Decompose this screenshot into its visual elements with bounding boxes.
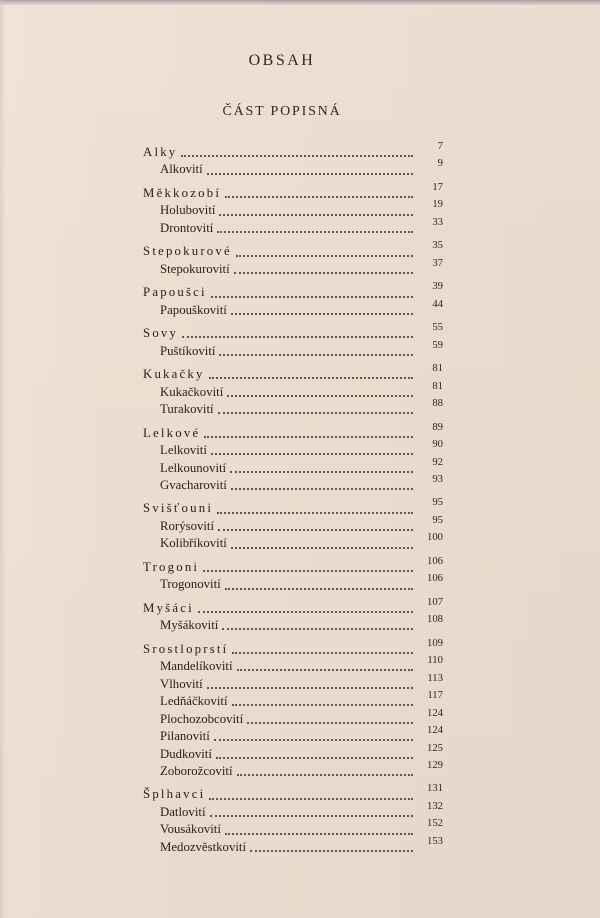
toc-label-wrap [160,658,420,675]
toc-entry-rorysoviti [143,513,445,535]
toc-page-number: 107 [426,595,443,608]
toc-label-wrap [160,161,420,178]
toc-page-number: 131 [426,782,443,795]
toc-entry-label: Mandelíkovití [160,659,233,674]
toc-page-number: 152 [426,817,443,830]
toc-page-number: 89 [432,420,443,433]
toc-label-wrap [160,384,420,401]
dot-leader [234,271,413,274]
toc-entry-label: Zoborožcovití [160,764,233,778]
toc-entry-label: Holubovití [160,203,216,218]
toc-page-number: 100 [426,531,443,544]
toc-entry-label: Lelkovití [160,443,207,458]
toc-label-wrap [143,243,420,260]
toc-page-number: 55 [432,321,443,334]
toc-label-wrap [143,600,420,617]
toc-entry-lelkoviti [143,438,445,459]
toc-entry-mysaci [143,595,445,617]
toc-entry-label: Trogoni [143,559,200,574]
toc-page-number: 92 [432,455,443,468]
dot-leader [231,546,413,549]
toc-page-number: 7 [437,140,443,152]
toc-page-number: 95 [432,496,443,509]
toc-label-wrap [160,401,420,418]
toc-entry-label: Kolibříkovití [160,536,227,551]
toc-entry-alkoviti [143,157,445,178]
toc-label-wrap [160,460,420,477]
dot-leader [181,154,413,157]
toc-entry-label: Rorýsovití [160,518,215,533]
dot-leader [216,756,413,759]
toc-page-number: 88 [432,397,443,410]
toc-entry-vousakoviti [143,817,445,838]
page-title: OBSAH [248,52,316,69]
dot-leader [203,569,413,572]
toc-entry-dudkoviti [143,741,445,763]
toc-page-number: 108 [426,613,443,626]
toc-entry-kukackoviti [143,379,445,401]
toc-page-number: 125 [426,741,443,754]
toc-entry-mandelikoviti [143,654,445,675]
dot-leader [232,703,413,706]
toc-entry-label: Papouškovití [160,302,227,317]
toc-label-wrap [143,425,420,442]
toc-entry-label: Turakovití [160,402,214,417]
toc-entry-holuboviti [143,198,445,219]
toc-entry-kolibrikoviti [143,531,445,552]
dot-leader [214,738,413,741]
toc-page-number: 106 [426,554,443,567]
toc-entry-label: Myšákovití [160,618,219,633]
toc-entry-label: Myšáci [143,600,194,615]
toc-label-wrap [160,839,420,856]
toc-page-number: 117 [427,689,443,702]
toc-entry-plochozobcoviti [143,706,445,728]
toc-label-wrap [143,325,420,342]
dot-leader [207,172,413,175]
dot-leader [225,832,413,835]
toc-label-wrap [143,284,420,301]
toc-entry-label: Pilanovití [160,729,210,744]
dot-leader [217,230,413,233]
dot-leader [232,651,413,654]
dot-leader [225,587,413,590]
toc-page-number: 132 [426,799,443,812]
toc-entry-label: Plochozobcovití [160,711,244,726]
toc-label-wrap [160,343,420,360]
page-top-edge [0,0,600,5]
toc-page-number: 17 [432,180,443,193]
dot-leader [211,452,413,455]
toc-entry-label: Drontovití [160,220,214,235]
toc-label-wrap [160,804,420,821]
toc-label-wrap [143,641,420,658]
dot-leader [219,353,413,356]
toc-page-number: 37 [432,256,443,269]
toc-label-wrap [160,220,420,237]
toc-entry-turakoviti [143,397,445,418]
toc-entry-lelkove [143,420,445,442]
toc-entry-label: Kukačky [143,367,205,382]
dot-leader [236,254,413,257]
dot-leader [247,721,413,724]
dot-leader [211,295,413,298]
toc-entry-mysakoviti [143,613,445,634]
dot-leader [209,797,413,800]
toc-page-number: 81 [432,379,443,392]
dot-leader [182,335,413,338]
toc-entry-pustikoviti [143,338,445,360]
toc-entry-trogonoviti [143,572,445,593]
toc-page-number: 39 [432,280,443,293]
toc-label-wrap [143,786,420,803]
toc-entry-gvacharoviti [143,472,445,494]
dot-leader [210,814,414,817]
toc-entry-label: Šplhavci [143,787,206,802]
toc-entry-srostloprsti [143,636,445,658]
toc-entry-datloviti [143,799,445,821]
toc-entry-pilanoviti [143,724,445,745]
toc-entry-label: Ledňáčkovití [160,694,228,709]
toc-entry-zoborozcoviti [143,759,445,780]
toc-page-number: 109 [426,636,443,649]
dot-leader [218,528,413,531]
toc-page-number: 35 [432,239,443,252]
toc-page-number: 124 [426,724,443,737]
toc-label-wrap [160,202,420,219]
toc-entry-label: Srostloprstí [143,641,229,656]
toc-entry-mekkozobi [143,180,445,202]
toc-entry-label: Gvacharovití [160,477,227,492]
toc-entry-label: Stepokurovití [160,261,230,276]
toc-entry-label: Stepokurové [143,244,232,259]
toc-label-wrap [160,746,420,763]
toc-label-wrap [143,559,420,576]
toc-label-wrap [160,518,420,535]
dot-leader [230,470,413,473]
section-title: ČÁST POPISNÁ [222,104,342,119]
toc-entry-label: Medozvěstkovití [160,839,247,854]
toc-label-wrap [160,261,420,278]
toc-label-wrap [143,144,420,161]
toc-entry-stepokurove [143,239,445,260]
toc-entry-label: Kukačkovití [160,384,224,399]
toc-label-wrap [160,676,420,693]
toc-entry-papousci [143,280,445,301]
toc-entry-label: Vousákovití [160,822,221,837]
toc-page-number: 81 [432,362,443,375]
toc-entry-label: Sovy [143,326,179,341]
toc-label-wrap [160,617,420,634]
toc-page-number: 95 [432,513,443,526]
toc-entry-label: Lelkounovití [160,460,227,475]
dot-leader [218,411,413,414]
dot-leader [237,668,413,671]
toc-page-number: 19 [432,198,443,211]
dot-leader [225,195,413,198]
toc-label-wrap [160,477,420,494]
toc-label-wrap [160,711,420,728]
dot-leader [207,686,413,689]
dot-leader [219,213,413,216]
toc-page-number: 106 [426,572,443,585]
toc-entry-vlhoviti [143,671,445,693]
toc-page-number: 110 [427,654,443,667]
dot-leader [222,627,413,630]
toc-entry-label: Svišťouni [143,501,214,516]
toc-entry-label: Datlovití [160,804,206,819]
toc-page-number: 33 [432,215,443,228]
toc-entry-lednackoviti [143,689,445,710]
toc-entry-label: Měkkozobí [143,185,222,200]
dot-leader [231,312,413,315]
toc-label-wrap [143,185,420,202]
toc-page-number: 113 [427,671,443,684]
toc-label-wrap [160,535,420,552]
dot-leader [237,773,414,776]
toc-entry-label: Papoušci [143,285,207,300]
toc-entry-label: Puštíkovití [160,343,216,358]
toc-page-number: 153 [426,834,443,847]
dot-leader [217,511,413,514]
toc-label-wrap [143,500,420,517]
toc-page-number: 129 [426,759,443,771]
toc-entry-label: Dudkovití [160,746,212,761]
dot-leader [231,487,413,490]
toc-entry-kukacky [143,362,445,383]
dot-leader [250,849,413,852]
toc-label-wrap [143,366,420,383]
toc-label-wrap [160,302,420,319]
toc-entry-drontoviti [143,215,445,237]
toc-entry-stepokuroviti [143,256,445,278]
toc-page-number: 59 [432,338,443,351]
toc-entry-svistouni [143,496,445,517]
toc-entry-label: Trogonovití [160,577,221,592]
dot-leader [204,435,413,438]
toc-entry-alky [143,140,445,161]
toc-entry-label: Vlhovití [160,676,203,691]
toc-entry-label: Alkovití [160,162,203,177]
toc-entry-label: Lelkové [143,425,201,440]
toc-page-number: 90 [432,438,443,451]
toc-label-wrap [160,728,420,745]
toc-page-number: 124 [426,706,443,719]
toc-page-number: 44 [432,297,443,310]
toc-entry-lelkounoviti [143,455,445,477]
toc-entry-splhavci [143,782,445,803]
toc-page-number: 9 [437,157,443,170]
toc-entry-label: Alky [143,145,178,159]
toc-label-wrap [160,763,420,780]
dot-leader [227,394,413,397]
page-left-edge [0,0,6,918]
toc-page-number: 93 [432,472,443,485]
dot-leader [198,610,413,613]
dot-leader [209,376,413,379]
toc-label-wrap [160,442,420,459]
toc-entry-sovy [143,321,445,342]
toc-entry-trogoni [143,554,445,576]
toc-label-wrap [160,693,420,710]
toc-label-wrap [160,576,420,593]
toc-label-wrap [160,821,420,838]
table-of-contents [143,140,445,856]
toc-entry-medozvestkoviti [143,834,445,856]
toc-entry-papouskoviti [143,297,445,319]
